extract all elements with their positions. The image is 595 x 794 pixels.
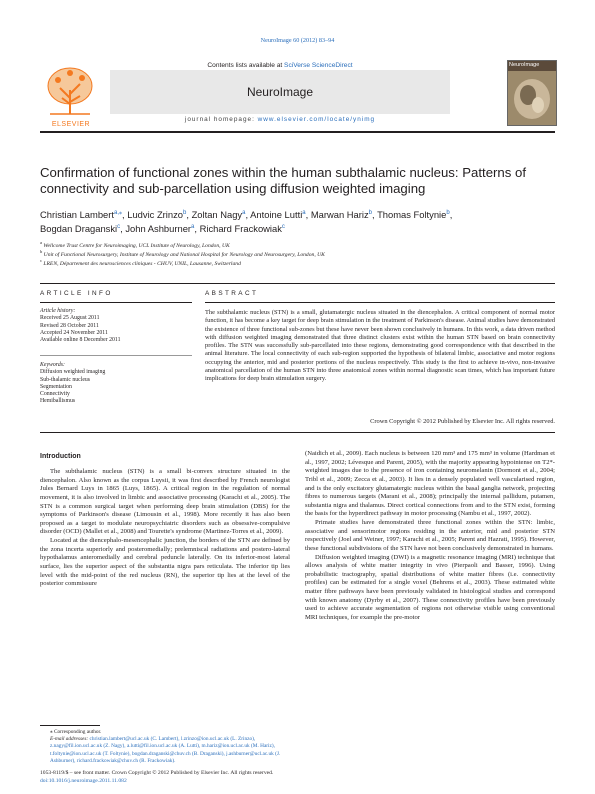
publisher-name: ELSEVIER bbox=[51, 121, 91, 128]
author: Thomas Foltynie bbox=[377, 209, 447, 221]
homepage-prefix: journal homepage: bbox=[184, 116, 255, 123]
header-rule bbox=[40, 131, 555, 133]
body-rule bbox=[40, 432, 555, 433]
authors-line-1: Christian Lambert$^{a,⁎}$, Ludvic Zrinzo$^b$, Zoltan Nagy$^a$, Antoine Lutti$^a$, Marwan Hariz$^b$, Thomas Foltynie$^b$, bbox=[40, 209, 453, 221]
keyword: Sub-thalamic nucleus bbox=[40, 376, 91, 383]
email-links[interactable]: christian.lambert@ucl.ac.uk (C. Lambert), l.zrinzo@ion.ucl.ac.uk (L. Zrinzo), z.nagy@fil.ion.ucl.ac.uk (Z. Nagy), a.lutti@fil.ion.ucl.ac.uk (A. Lutti), m.hariz@ion.ucl.ac.uk (M. Hariz), t.foltynie@ion.ucl.ac.uk (T. Foltynie), bogdan.draganski@chuv.ch (B. Draganski), j.ashburner@ucl.ac.uk (J. Ashburner), richard.frackowiak@chuv.ch (R. Frackowiak). bbox=[50, 736, 281, 764]
author-affiliation-marker[interactable]: a bbox=[191, 224, 195, 231]
author: Zoltan Nagy bbox=[191, 209, 243, 221]
author: Marwan Hariz bbox=[310, 209, 369, 221]
contents-line bbox=[110, 62, 450, 69]
right-column bbox=[305, 450, 555, 623]
affiliation-text: Wellcome Trust Centre for Neuroimaging, UCL Institute of Neurology, London, UK bbox=[43, 242, 230, 249]
history-entry: Available online 8 December 2011 bbox=[40, 337, 121, 344]
keyword: Hemiballismus bbox=[40, 398, 76, 405]
author-list bbox=[40, 207, 555, 235]
article-info-rule bbox=[40, 302, 192, 303]
affiliation-marker: c bbox=[40, 258, 42, 263]
history-entry: Revised 28 October 2011 bbox=[40, 322, 99, 329]
article-info-divider bbox=[40, 355, 192, 356]
abstract-heading: ABSTRACT bbox=[205, 290, 259, 297]
authors-line-2: Bogdan Draganski$^c$, John Ashburner$^a$, Richard Frackowiak$^c$ bbox=[40, 223, 285, 235]
footnote-rule bbox=[40, 725, 100, 726]
affiliation-text: LREN, Département des neurosciences cliniques - CHUV, UNIL, Lausanne, Switzerland bbox=[43, 260, 241, 267]
paragraph: The subthalamic nucleus (STN) is a small bi-convex structure situated in the diencephalon. Also known as the corpus Luysii, it was first described by French neurologist Jules Bernard Luys in 1865 (Luys, 1865). A critical region in the regulation of normal movement, it is also involved in limbic and associative processing (Karachi et al., 2005). The STN is a common surgical target when performing deep brain stimulation (DBS) for the symptoms of Parkinson's disease (Limousin et al., 1998). More recently it has also been proposed as a target to modulate neuropsychiatric disorders such as obsessive-compulsive disorder (OCD) (Mallet et al., 2008) and Tourette's syndrome (Martinez-Torres et al., 2009). bbox=[40, 468, 290, 536]
article-history bbox=[40, 308, 192, 344]
paragraph: Diffusion weighted imaging (DWI) is a magnetic resonance imaging (MRI) technique that allows analysis of white matter integrity in vivo (Pierpaoli and Basser, 1996). Using probabilistic tractography, spatial distributions of white matter fibres (i.e. connectivity profiles) can be estimated for a single voxel (Behrens et al., 2003). These estimated white matter fibre pathways have been previously validated in histological studies and correspond with known anatomy (Dyrby et al., 2007). These connectivity profiles have been previously used to achieve accurate segmentation of regions not otherwise visible using conventional MRI techniques, for example the pre-motor bbox=[305, 553, 555, 621]
abstract-copyright: Crown Copyright © 2012 Published by Elsevier Inc. All rights reserved. bbox=[370, 418, 555, 425]
keywords-label: Keywords: bbox=[40, 362, 65, 368]
author-affiliation-marker[interactable]: b bbox=[183, 210, 187, 216]
journal-name: NeuroImage bbox=[246, 85, 314, 99]
cover-brain-image-icon bbox=[508, 61, 556, 125]
author: Christian Lambert bbox=[40, 209, 114, 221]
keywords bbox=[40, 362, 192, 406]
author-affiliation-marker[interactable]: b bbox=[446, 210, 450, 216]
corresponding-author-note: ⁎ Corresponding author. bbox=[50, 729, 102, 735]
email-addresses bbox=[40, 736, 290, 765]
journal-cover-image bbox=[507, 60, 557, 126]
author: Antoine Lutti bbox=[250, 209, 303, 221]
introduction-heading: Introduction bbox=[40, 453, 81, 460]
cover-title: NeuroImage bbox=[509, 62, 540, 68]
issn-line: 1053-8119/$ – see front matter. Crown Copyright © 2012 Published by Elsevier Inc. All rights reserved. bbox=[40, 770, 274, 776]
email-label: E-mail addresses: bbox=[50, 736, 89, 743]
article-title bbox=[40, 165, 555, 197]
elsevier-tree-logo-icon bbox=[40, 64, 100, 118]
article-info-heading: ARTICLE INFO bbox=[40, 290, 113, 297]
footnote-block bbox=[40, 729, 290, 765]
paragraph: Primate studies have demonstrated three functional zones within the STN: limbic, associative and sensorimotor regions residing in the anterior, mid and posterior STN respectively (Joel and Weiner, 1997; Karachi et al., 2005; Parent and Hazrati, 1995). However, these functional subdivisions of the STN have not been conclusively demonstrated in humans. bbox=[305, 519, 555, 552]
front-matter-rule bbox=[40, 283, 555, 284]
author: Richard Frackowiak bbox=[199, 223, 282, 235]
history-label: Article history: bbox=[40, 308, 76, 314]
author-affiliation-marker[interactable]: a,⁎ bbox=[114, 210, 123, 216]
author-affiliation-marker[interactable]: c bbox=[281, 224, 285, 231]
keyword: Connectivity bbox=[40, 391, 70, 398]
history-entry: Accepted 24 November 2011 bbox=[40, 329, 108, 336]
author-affiliation-marker[interactable]: b bbox=[368, 210, 373, 216]
abstract-text: The subthalamic nucleus (STN) is a small, glutamatergic nucleus situated in the diencephalon. A critical component of normal motor function, it has become a key target for deep brain stimulation in the treatment of Parkinson's disease. Animal studies have demonstrated the existence of three functional sub-zones but these have never been shown conclusively in humans. In this work, a data driven method with diffusion weighted imaging demonstrated that three distinct clusters exist within the human STN based on brain connectivity profiles. The STN was successfully sub-parcellated into these regions, demonstrating good correspondence with that described in the animal literature. The local connectivity of each sub-region supported the hypothesis of bilateral limbic, associative and motor regions occupying the anterior, mid and posterior portions of the nucleus respectively. This study is the first to achieve in-vivo, non-invasive anatomical parcellation of the human STN into three anatomical zones within normal diagnostic scan times, which has important future implications for deep brain stimulation surgery. bbox=[205, 309, 555, 382]
affiliation-marker: a bbox=[40, 240, 42, 245]
left-column bbox=[40, 468, 290, 589]
author-affiliation-marker[interactable]: c bbox=[117, 224, 121, 231]
title-line-2: connectivity and sub-parcellation using diffusion weighted imaging bbox=[40, 181, 426, 196]
author: John Ashburner bbox=[125, 223, 192, 235]
author-affiliation-marker[interactable]: a bbox=[242, 210, 246, 216]
doi-link[interactable]: doi:10.1016/j.neuroimage.2011.11.082 bbox=[40, 778, 127, 784]
affiliation-text: Unit of Functional Neurosurgery, Institute of Neurology and National Hospital for Neurology and Neurosurgery, London, UK bbox=[43, 251, 325, 258]
author: Ludvic Zrinzo bbox=[127, 209, 183, 221]
keyword: Diffusion weighted imaging bbox=[40, 369, 106, 376]
affiliation-c bbox=[40, 257, 555, 269]
paragraph: (Naidich et al., 2009). Each nucleus is between 120 mm³ and 175 mm³ in volume (Hardman et al., 1997, 2002; Lévesque and Parent, 2005), with the majority appearing hypointense on T2*-weighted images due to the presence of iron containing neuromelanin (Dormont et al., 2004; Tribl et al., 2009; Zecca et al., 2003). It lies in a densely populated well vascularised region, and is the only excitatory glutamatergic nucleus within the basal ganglia network, projecting fibres to numerous targets (Marani et al., 2008); principally the internal pallidum, putamen, substantia nigra and thalamus. Direct cortical connections from and to the STN exist, forming the basis for the hyperdirect pathway in motor processing (Nambu et al., 1997, 2002). bbox=[305, 450, 555, 518]
paragraph: Located at the diencephalo-mesencephalic junction, the borders of the STN are defined by the zona incerta superiorly and posteromedially; prelemniscal radiations and postero-lateral hypothalamus anteromedially and cerebral peduncle laterally. On its inferior-most lateral surface, lies the superior aspect of the substantia nigra pars reticulata. The inferior tip lies level with the mid-point of the red nucleus (RN), the superior tip lies at the level of the posterior commissure bbox=[40, 537, 290, 588]
journal-reference[interactable]: NeuroImage 60 (2012) 83–94 bbox=[260, 37, 335, 44]
author: Bogdan Draganski bbox=[40, 223, 118, 235]
homepage-link[interactable]: www.elsevier.com/locate/ynimg bbox=[257, 116, 376, 123]
sciencedirect-link[interactable]: SciVerse ScienceDirect bbox=[284, 62, 353, 69]
contents-prefix: Contents lists available at bbox=[207, 62, 283, 69]
keyword: Segmentation bbox=[40, 383, 72, 390]
affiliation-marker: b bbox=[40, 249, 43, 254]
history-entry: Received 25 August 2011 bbox=[40, 315, 100, 322]
abstract-rule bbox=[205, 302, 555, 303]
author-affiliation-marker[interactable]: a bbox=[302, 210, 306, 216]
title-line-1: Confirmation of functional zones within the human subthalamic nucleus: Patterns of bbox=[40, 165, 527, 180]
journal-homepage bbox=[110, 116, 450, 123]
